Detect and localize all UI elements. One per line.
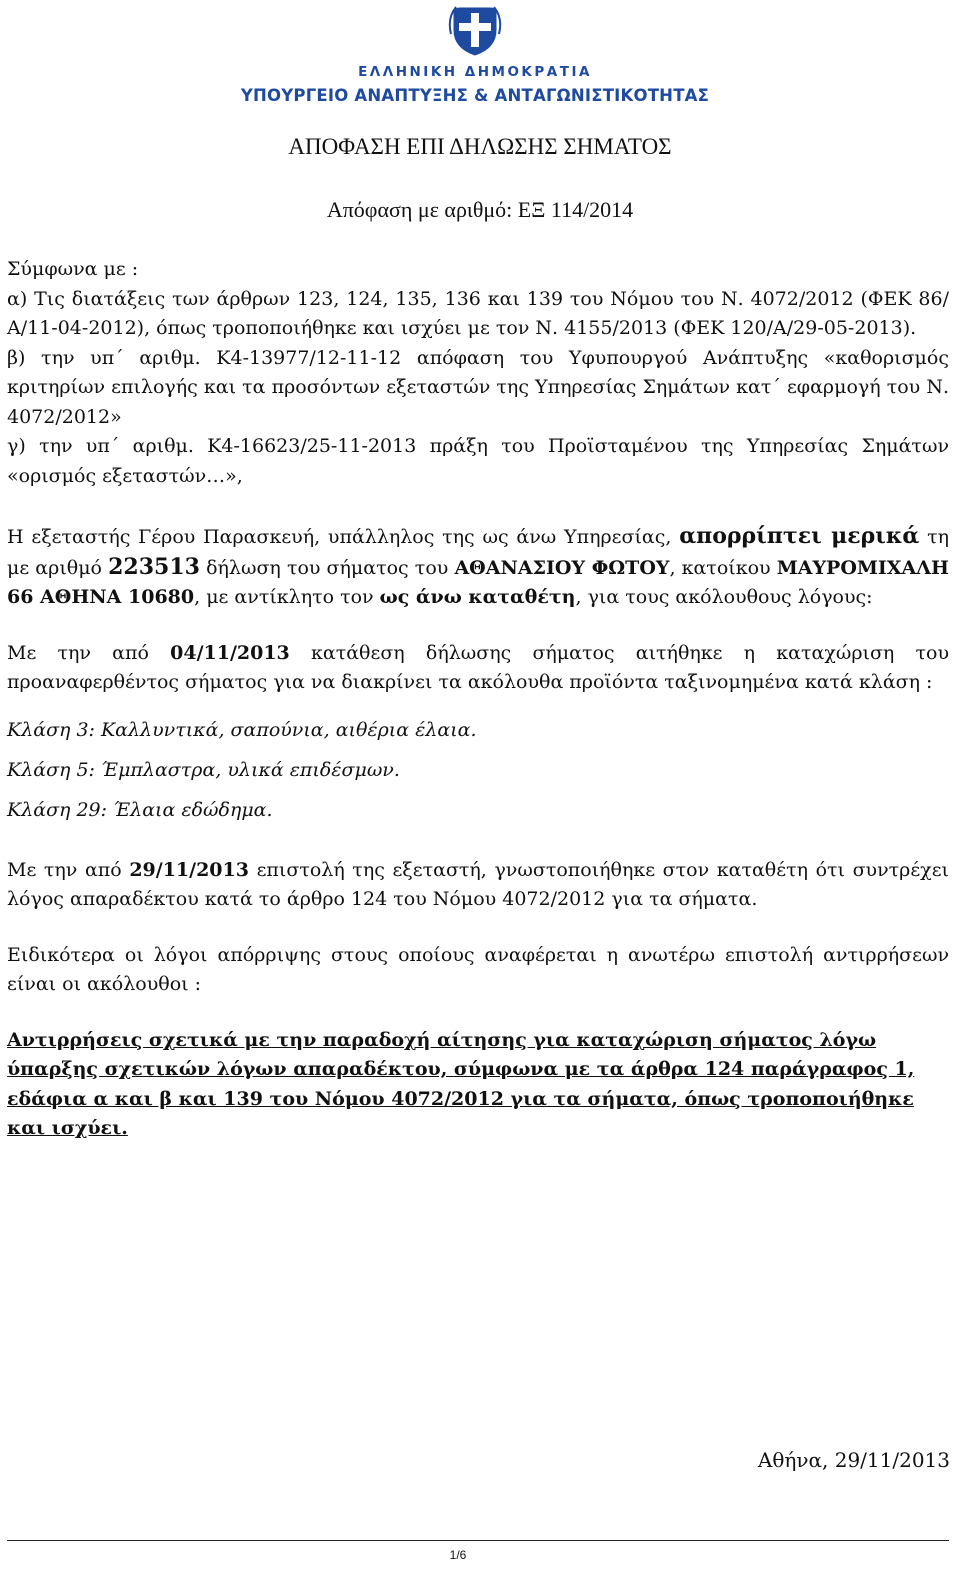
pursuant-item-b: β) την υπ΄ αριθμ. Κ4-13977/12-11-12 απόφαση του Υφυπουργού Ανάπτυξης «καθορισμός κριτηρίων επιλογής και τα προσόντων εξεταστών της Υπηρεσίας Σημάτων κατ΄ εφαρμογή του Ν. 4072/2012» bbox=[7, 346, 949, 428]
country-name: ΕΛΛΗΝΙΚΗ ΔΗΜΟΚΡΑΤΙΑ bbox=[358, 64, 592, 80]
pursuant-intro: Σύμφωνα με : bbox=[7, 258, 139, 280]
letterhead bbox=[190, 4, 760, 105]
footer-divider bbox=[7, 1540, 949, 1541]
class-item-5: Κλάση 5: Έμπλαστρα, υλικά επιδέσμων. bbox=[7, 758, 400, 781]
application-number: 223513 bbox=[108, 553, 200, 580]
place-date: Αθήνα, 29/11/2013 bbox=[757, 1448, 950, 1472]
examiner-text-4: , κατοίκου bbox=[669, 556, 771, 579]
class-item-29: Κλάση 29: Έλαια εδώδημα. bbox=[7, 798, 273, 821]
examiner-text-5: , με αντίκλητο τον bbox=[194, 586, 374, 608]
letter-text: Με την από bbox=[7, 858, 122, 881]
decision-number: Απόφαση με αριθμό: ΕΞ 114/2014 bbox=[326, 197, 634, 222]
pursuant-item-a: α) Τις διατάξεις των άρθρων 123, 124, 135, 136 και 139 του Νόμου του Ν. 4072/2012 (ΦΕΚ 86/Α/11-04-2012), όπως τροποποιήθηκε και ισχύει με τον Ν. 4155/2013 (ΦΕΚ 120/Α/29-05-2013). bbox=[7, 287, 949, 339]
applicant-address: ΜΑΥΡΟΜΙΧΑΛΗ 66 ΑΘΗΝΑ 10680 bbox=[7, 556, 949, 608]
examiner-text-2: τη με αριθμό bbox=[7, 526, 949, 579]
examiner-text-3: δήλωση του σήματος του bbox=[206, 556, 449, 579]
filing-paragraph bbox=[7, 639, 949, 698]
greek-coat-of-arms-icon bbox=[448, 4, 502, 58]
reasons-intro: Ειδικότερα οι λόγοι απόρριψης στους οποίους αναφέρεται η ανωτέρω επιστολή αντιρρήσεων είναι οι ακόλουθοι : bbox=[7, 943, 949, 995]
letter-paragraph bbox=[7, 856, 949, 915]
pursuant-item-c: γ) την υπ΄ αριθμ. Κ4-16623/25-11-2013 πράξη του Προϊσταμένου της Υπηρεσίας Σημάτων «ορισμός εξεταστών…», bbox=[7, 435, 949, 487]
decision-outcome: απορρίπτει μερικά bbox=[679, 523, 920, 549]
representative: ως άνω καταθέτη bbox=[379, 586, 576, 608]
document-title: ΑΠΟΦΑΣΗ ΕΠΙ ΔΗΛΩΣΗΣ ΣΗΜΑΤΟΣ bbox=[288, 134, 672, 159]
page-number: 1/6 bbox=[449, 1548, 467, 1562]
class-item-3: Κλάση 3: Καλλυντικά, σαπούνια, αιθέρια έλαια. bbox=[7, 718, 477, 741]
applicant-name: ΑΘΑΝΑΣΙΟΥ ΦΩΤΟΥ bbox=[454, 556, 670, 579]
letter-date: 29/11/2013 bbox=[129, 858, 249, 881]
examiner-text-6: , για τους ακόλουθους λόγους: bbox=[575, 586, 873, 608]
filing-text: Με την από bbox=[7, 641, 149, 664]
examiner-paragraph bbox=[7, 522, 949, 613]
document-body bbox=[7, 255, 949, 1144]
examiner-text: Η εξεταστής Γέρου Παρασκευή, υπάλληλος της ως άνω Υπηρεσίας, bbox=[7, 526, 672, 548]
objections-heading: Αντιρρήσεις σχετικά με την παραδοχή αίτησης για καταχώριση σήματος λόγω ύπαρξης σχετικών λόγων απαραδέκτου, σύμφωνα με τα άρθρα 124 παράγραφος 1, εδάφια α και β και 139 του Νόμου 4072/2012 για τα σήματα, όπως τροποποιήθηκε και ισχύει. bbox=[7, 1028, 915, 1139]
ministry-name: ΥΠΟΥΡΓΕΙΟ ΑΝΑΠΤΥΞΗΣ & ΑΝΤΑΓΩΝΙΣΤΙΚΟΤΗΤΑΣ bbox=[240, 86, 710, 105]
filing-date: 04/11/2013 bbox=[170, 641, 290, 664]
letter-text-2: επιστολή της εξεταστή, γνωστοποιήθηκε στον καταθέτη ότι συντρέχει λόγος απαραδέκτου κατά το άρθρο 124 του Νόμου 4072/2012 για τα σήματα. bbox=[7, 858, 949, 910]
filing-text-2: κατάθεση δήλωσης σήματος αιτήθηκε η καταχώριση του προαναφερθέντος σήματος για να διακρίνει τα ακόλουθα προϊόντα ταξινομημένα κατά κλάση : bbox=[7, 641, 950, 693]
